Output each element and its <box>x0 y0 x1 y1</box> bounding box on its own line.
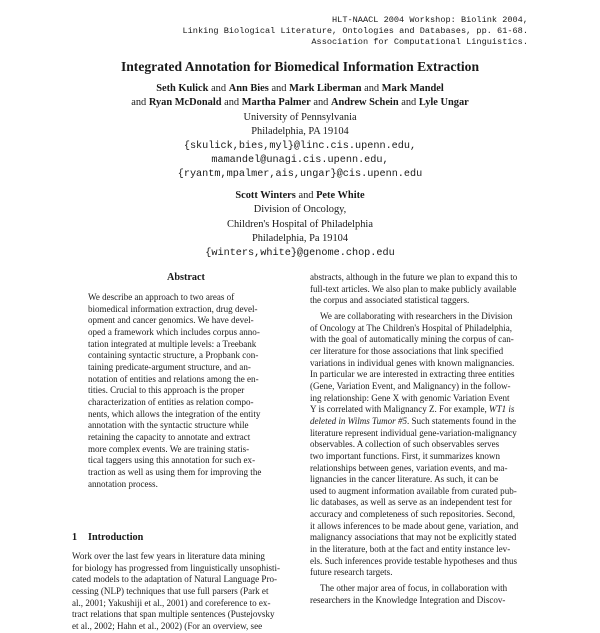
text-line <box>310 416 530 428</box>
author-conjunction: and <box>364 83 380 94</box>
author-conjunction: and <box>131 97 147 109</box>
text-line: in the literature, both at the fact and entity instance lev- <box>310 544 511 555</box>
text-line: characterization of entities as relation compo- <box>88 396 254 407</box>
author-name: Mark Mandel <box>381 83 444 94</box>
author-conjunction: and <box>271 83 287 94</box>
text-line: more complex events. We are training statis- <box>88 443 250 454</box>
author-conjunction: and <box>401 97 417 109</box>
text-line: We describe an approach to two areas of <box>88 292 235 302</box>
text-line: et al., 2002; Hahn et al., 2002) (For an overview, see <box>72 620 263 631</box>
example-italic: WT1 is <box>489 404 515 415</box>
text-line: abstracts, although in the future we plan to expand this to <box>310 272 518 282</box>
text-line: relationships between genes, variation events, and ma- <box>310 462 508 473</box>
affiliation: University of Pennsylvania <box>243 111 357 123</box>
text-line: researchers in the Knowledge Integration and Discov- <box>310 594 506 605</box>
text-line: The other major area of focus, in collaboration with <box>320 583 508 594</box>
author-name: Ann Bies <box>228 83 269 94</box>
section-heading-introduction <box>72 532 143 543</box>
author-name: Andrew Schein <box>330 97 399 109</box>
text-line: used to augment information available from curated pub- <box>310 485 517 496</box>
venue-header <box>182 15 528 48</box>
text-line: Work over the last few years in literature data mining <box>72 551 265 561</box>
text-line: tities. Crucial to this approach is the proper <box>88 385 245 396</box>
text-line: cessing (NLP) techniques that use full parsers (Park et <box>72 585 269 596</box>
email-line: {winters,white}@genome.chop.edu <box>205 247 395 259</box>
text-line: biomedical information extraction, drug devel- <box>88 303 258 314</box>
venue-line: HLT-NAACL 2004 Workshop: Biolink 2004, <box>332 15 528 25</box>
paper-title: Integrated Annotation for Biomedical Information Extraction <box>120 59 480 74</box>
text-line: al., 2001; Yakushiji et al., 2001) and coreference to ex- <box>72 597 271 608</box>
text-line: (Gene, Variation Event, and Malignancy) in the follow- <box>310 380 511 391</box>
text-line: lignancies in the cancer literature. As such, it can be <box>310 474 499 485</box>
text-line: literature represent individual gene-variation-malignancy <box>310 427 517 438</box>
text-line: with the goal of automatically mining the corpus of can- <box>310 334 514 345</box>
venue-line: Association for Computational Linguistics. <box>311 37 528 47</box>
text-line: annotation process. <box>88 478 158 489</box>
text-line: full-text articles. We also plan to make publicly available <box>310 283 517 294</box>
author-group-penn <box>0 82 600 183</box>
text-line: variations in individual genes with known malignancies. <box>310 357 515 368</box>
text-line: containing syntactic structure, a Propbank con- <box>88 350 259 361</box>
section-number: 1 <box>72 532 78 543</box>
author-conjunction: and <box>224 97 240 109</box>
affiliation-division: Division of Oncology, <box>253 204 347 216</box>
author-name: Lyle Ungar <box>418 97 469 109</box>
text-line: tation integrated at multiple levels: a Treebank <box>88 338 257 349</box>
text-line: retaining the capacity to annotate and extract <box>88 431 251 442</box>
author-conjunction: and <box>313 97 329 109</box>
text-line: the corpus and associated statistical taggers. <box>310 295 470 306</box>
text-line: future research targets. <box>310 567 393 578</box>
author-name: Mark Liberman <box>289 83 362 94</box>
text-line: ing relationship: Gene X with genomic Variation Event <box>310 392 510 403</box>
author-name: Martha Palmer <box>241 97 311 109</box>
text-line: observables. A collection of such observables serves <box>310 439 500 450</box>
author-name: Ryan McDonald <box>148 97 222 109</box>
section-title: Introduction <box>88 532 144 543</box>
text-line: nents, which allows the integration of the entity <box>88 408 261 419</box>
text-line: lic databases, as well as serve as an independent test for <box>310 497 512 508</box>
text-line: We are collaborating with researchers in the Division <box>320 310 513 321</box>
email-line: mamandel@unagi.cis.upenn.edu, <box>211 155 389 167</box>
introduction-body <box>72 551 302 633</box>
author-name: Seth Kulick <box>156 83 209 94</box>
text-span: . Such statements found in the <box>407 415 517 426</box>
affiliation-city: Philadelphia, PA 19104 <box>251 126 349 138</box>
text-line: it allows inferences to be made about gene, variation, and <box>310 520 519 531</box>
text-line: els. Such inferences provide testable hypotheses and thus <box>310 555 518 566</box>
text-span: Y is correlated with Malignancy Z. For example, <box>310 404 487 415</box>
affiliation-city: Philadelphia, Pa 19104 <box>251 233 349 245</box>
text-line: cer literature for those associations that link specified <box>310 345 504 356</box>
text-line: two important functions. First, it summarizes known <box>310 450 500 461</box>
text-line: for biology has progressed from linguistically unsophisti- <box>72 562 281 573</box>
text-line: cated models to the adaptation of Natural Language Pro- <box>72 574 277 585</box>
text-line: traction as well as using them for improving the <box>88 466 262 477</box>
email-line: {ryantm,mpalmer,ais,ungar}@cis.upenn.edu <box>177 169 423 181</box>
text-line: malignancy associations that may not be explicitly stated <box>310 532 517 543</box>
text-line <box>310 404 530 416</box>
text-line: In particular we are interested in extracting three entities <box>310 369 515 380</box>
text-line: opment and cancer genomics. We have devel- <box>88 315 254 326</box>
text-line: notation of entities and relations among the en- <box>88 373 259 384</box>
text-line: annotation with the syntactic structure while <box>88 420 249 431</box>
affiliation: Children's Hospital of Philadelphia <box>227 218 373 230</box>
abstract-heading: Abstract <box>167 272 205 283</box>
right-column-body <box>310 272 530 606</box>
text-line: accuracy and completeness of such repositories. Second, <box>310 509 515 520</box>
author-conjunction: and <box>298 190 314 201</box>
text-line: taining predicate-argument structure, and an- <box>88 361 251 372</box>
example-italic: deleted in Wilms Tumor #5 <box>310 415 408 426</box>
author-group-chop <box>0 189 600 261</box>
venue-line: Linking Biological Literature, Ontologies and Databases, pp. 61-68. <box>182 26 528 36</box>
text-line: of Oncology at The Children's Hospital of Philadelphia, <box>310 322 512 333</box>
text-line: tical taggers using this annotation for such ex- <box>88 455 256 466</box>
text-line: oped a framework which includes corpus anno- <box>88 326 260 337</box>
author-line-2 <box>0 96 600 110</box>
abstract-body <box>88 292 284 490</box>
author-name: Scott Winters <box>235 190 296 201</box>
text-line: tract relations that span multiple sentences (Pustejovsky <box>72 609 275 620</box>
email-line: {skulick,bies,myl}@linc.cis.upenn.edu, <box>183 140 417 152</box>
author-line-1 <box>0 82 600 96</box>
author-name: Pete White <box>316 190 365 201</box>
author-line-3 <box>0 189 600 203</box>
author-conjunction: and <box>211 83 227 94</box>
